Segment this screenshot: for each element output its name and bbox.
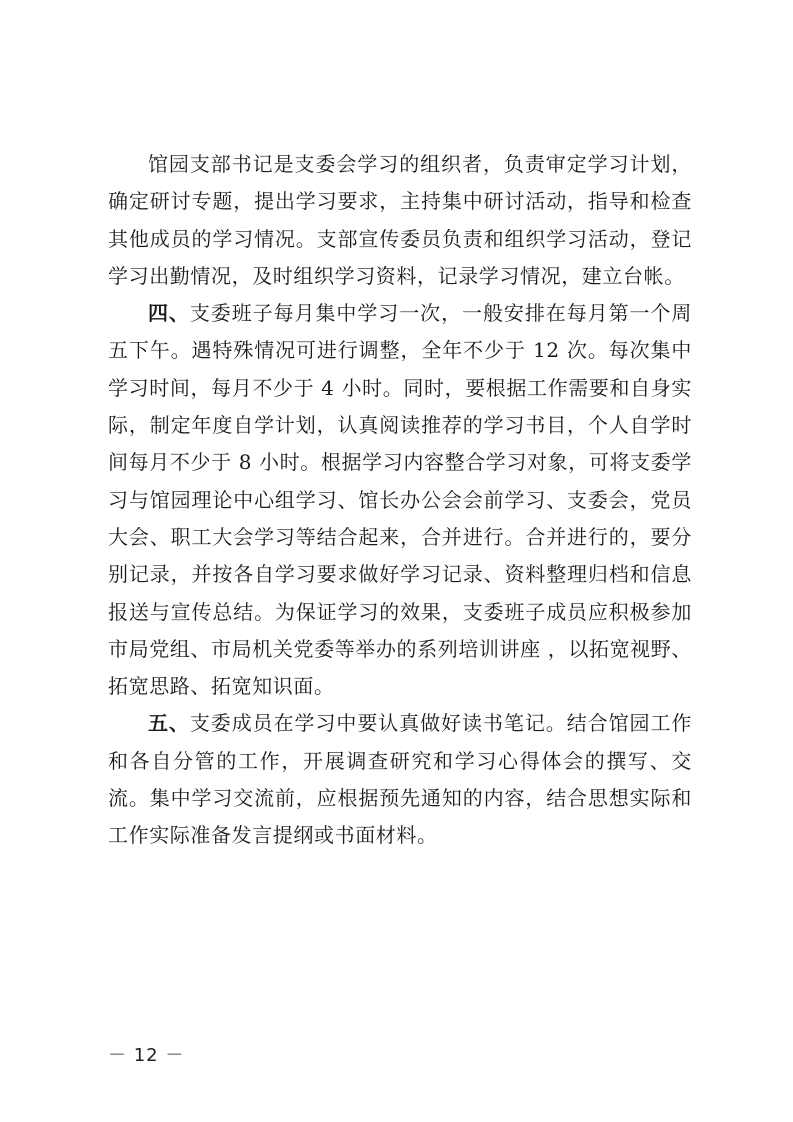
document-body xyxy=(108,146,692,855)
paragraph-leader-responsibilities xyxy=(108,146,692,295)
paragraph-text: 馆园支部书记是支委会学习的组织者，负责审定学习计划，确定研讨专题，提出学习要求，主持集中研讨活动，指导和检查其他成员的学习情况。支部宣传委员负责和组织学习活动，登记学习出勤情况，及时组织学习资料，记录学习情况，建立台帐。 xyxy=(108,152,692,288)
section-five-number: 五、 xyxy=(148,711,190,736)
paragraph-section-four xyxy=(108,295,692,705)
page-number: － 12 － xyxy=(108,1045,185,1066)
paragraph-section-five xyxy=(108,705,692,854)
paragraph-text: 支委班子每月集中学习一次，一般安排在每月第一个周五下午。遇特殊情况可进行调整，全年不少于 12 次。每次集中学习时间，每月不少于 4 小时。同时，要根据工作需要和自身实际，制定年度自学计划，认真阅读推荐的学习书目，个人自学时间每月不少于 8 小时。根据学习内容整合学习对象，可将支委学习与馆园理论中心组学习、馆长办公会会前学习、支委会，党员大会、职工大会学习等结合起来，合并进行。合并进行的，要分别记录，并按各自学习要求做好学习记录、资料整理归档和信息报送与宣传总结。为保证学习的效果，支委班子成员应积极参加市局党组、市局机关党委等举办的系列培训讲座 ，以拓宽视野、拓宽思路、拓宽知识面。 xyxy=(108,301,692,699)
paragraph-text: 支委成员在学习中要认真做好读书笔记。结合馆园工作和各自分管的工作，开展调查研究和学习心得体会的撰写、交流。集中学习交流前，应根据预先通知的内容，结合思想实际和工作实际准备发言提纲或书面材料。 xyxy=(108,711,692,848)
section-four-number: 四、 xyxy=(148,301,190,326)
